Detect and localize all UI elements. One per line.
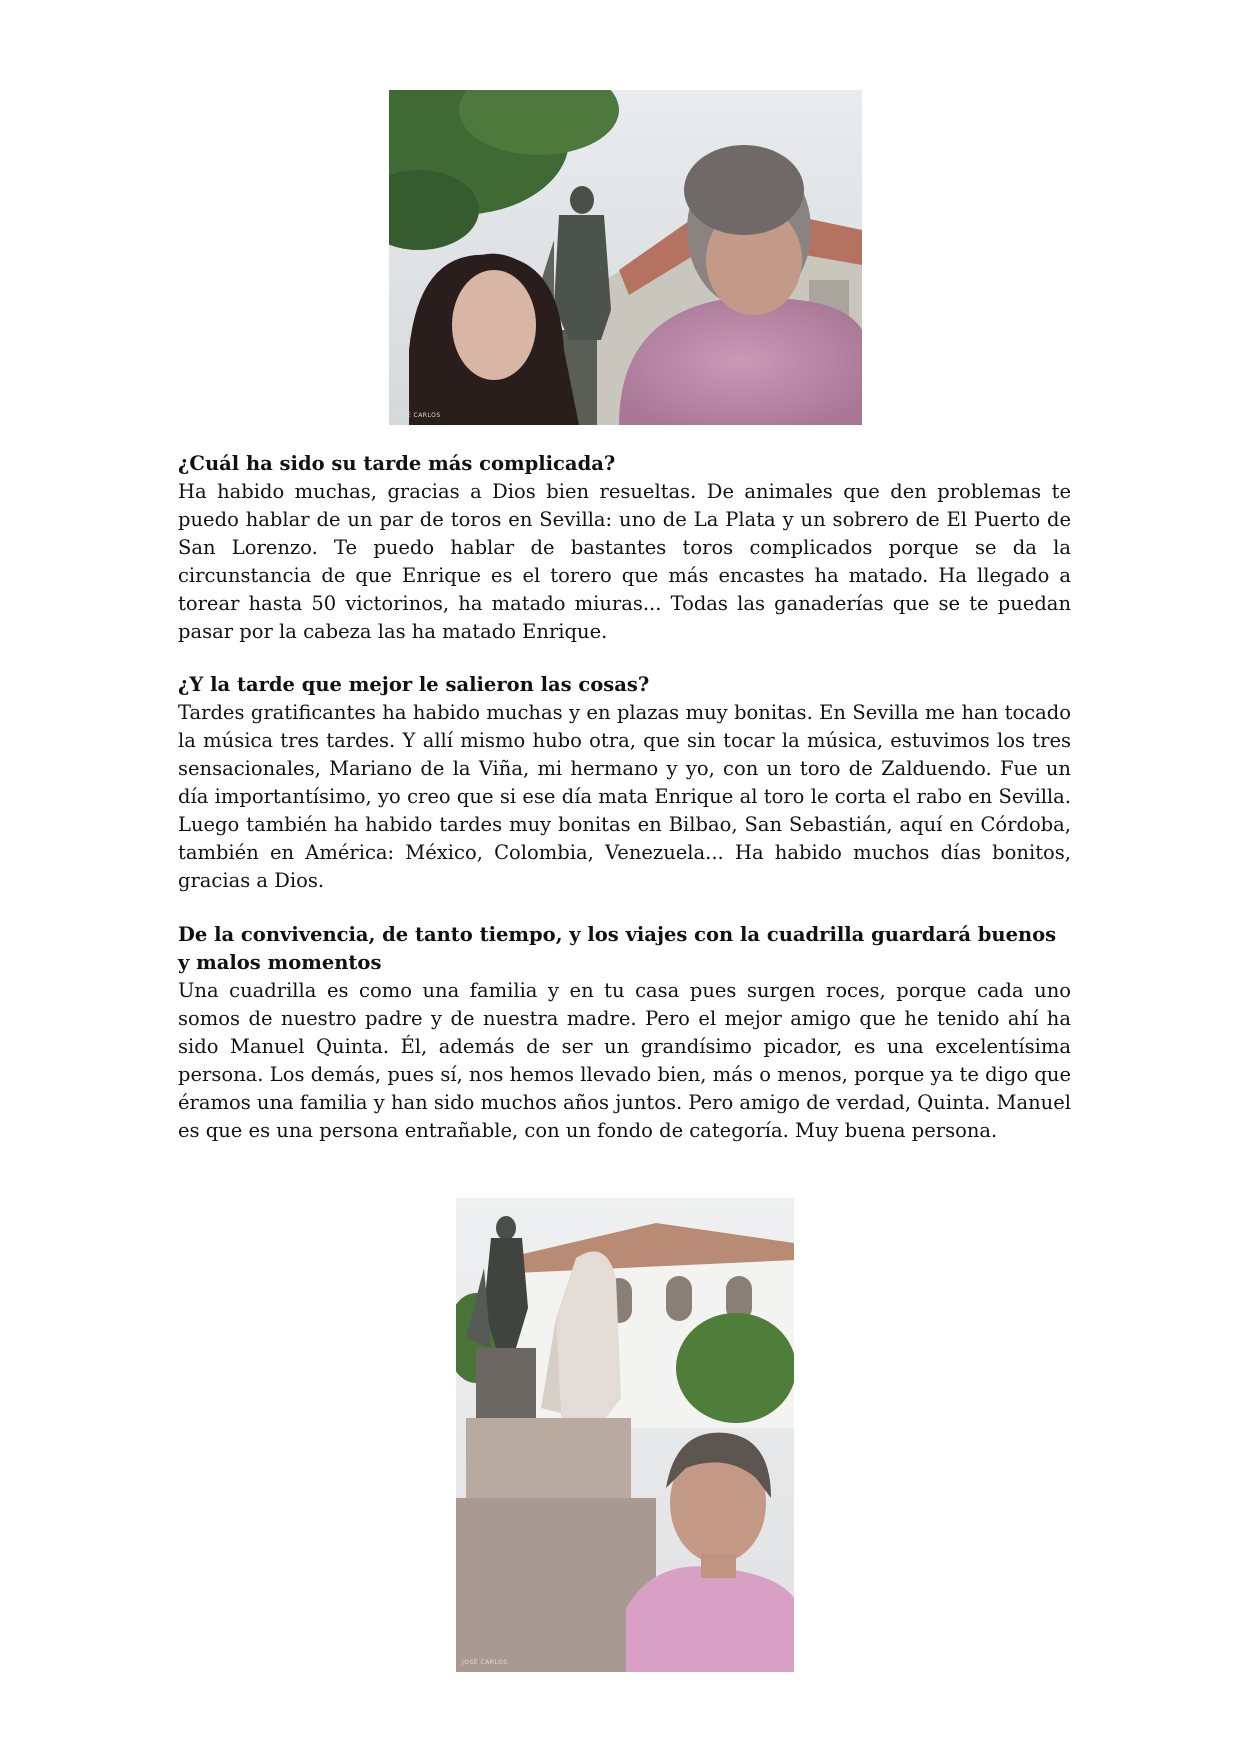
qa-section-2 [178, 671, 1071, 895]
qa-section-1 [178, 450, 1071, 646]
interview-photo-1 [389, 90, 862, 425]
photo-1-illustration [389, 90, 862, 425]
photo-credit: JOSÉ CARLOS [395, 412, 441, 419]
question-heading: De la convivencia, de tanto tiempo, y los viajes con la cuadrilla guardará buenos y malos momentos [178, 923, 1057, 974]
answer-paragraph: Una cuadrilla es como una familia y en tu casa pues surgen roces, porque cada uno somos de nuestro padre y de nuestra madre. Pero el mejor amigo que he tenido ahí ha sido Manuel Quinta. Él, además de ser un grandísimo picador, es una excelentísima persona. Los demás, pues sí, nos hemos llevado bien, más o menos, porque ya te digo que éramos una familia y han sido muchos años juntos. Pero amigo de verdad, Quinta. Manuel es que es una persona entrañable, con un fondo de categoría. Muy buena persona. [178, 979, 1071, 1142]
question-heading: ¿Y la tarde que mejor le salieron las cosas? [178, 673, 650, 696]
photo-2-illustration [456, 1198, 794, 1672]
answer-paragraph: Tardes gratificantes ha habido muchas y en plazas muy bonitas. En Sevilla me han tocado la música tres tardes. Y allí mismo hubo otra, que sin tocar la música, estuvimos los tres sensacionales, Mariano de la Viña, mi hermano y yo, con un toro de Zalduendo. Fue un día importantísimo, yo creo que si ese día mata Enrique al toro le corta el rabo en Sevilla. Luego también ha habido tardes muy bonitas en Bilbao, San Sebastián, aquí en Córdoba, también en América: México, Colombia, Venezuela... Ha habido muchos días bonitos, gracias a Dios. [178, 701, 1071, 892]
question-heading: ¿Cuál ha sido su tarde más complicada? [178, 452, 616, 475]
photo-credit: JOSÉ CARLOS [462, 1659, 508, 1666]
interview-photo-2 [456, 1198, 794, 1672]
answer-paragraph: Ha habido muchas, gracias a Dios bien resueltas. De animales que den problemas te puedo hablar de un par de toros en Sevilla: uno de La Plata y un sobrero de El Puerto de San Lorenzo. Te puedo hablar de bastantes toros complicados porque se da la circunstancia de que Enrique es el torero que más encastes ha matado. Ha llegado a torear hasta 50 victorinos, ha matado miuras... Todas las ganaderías que se te puedan pasar por la cabeza las ha matado Enrique. [178, 480, 1071, 643]
qa-section-3 [178, 921, 1071, 1145]
